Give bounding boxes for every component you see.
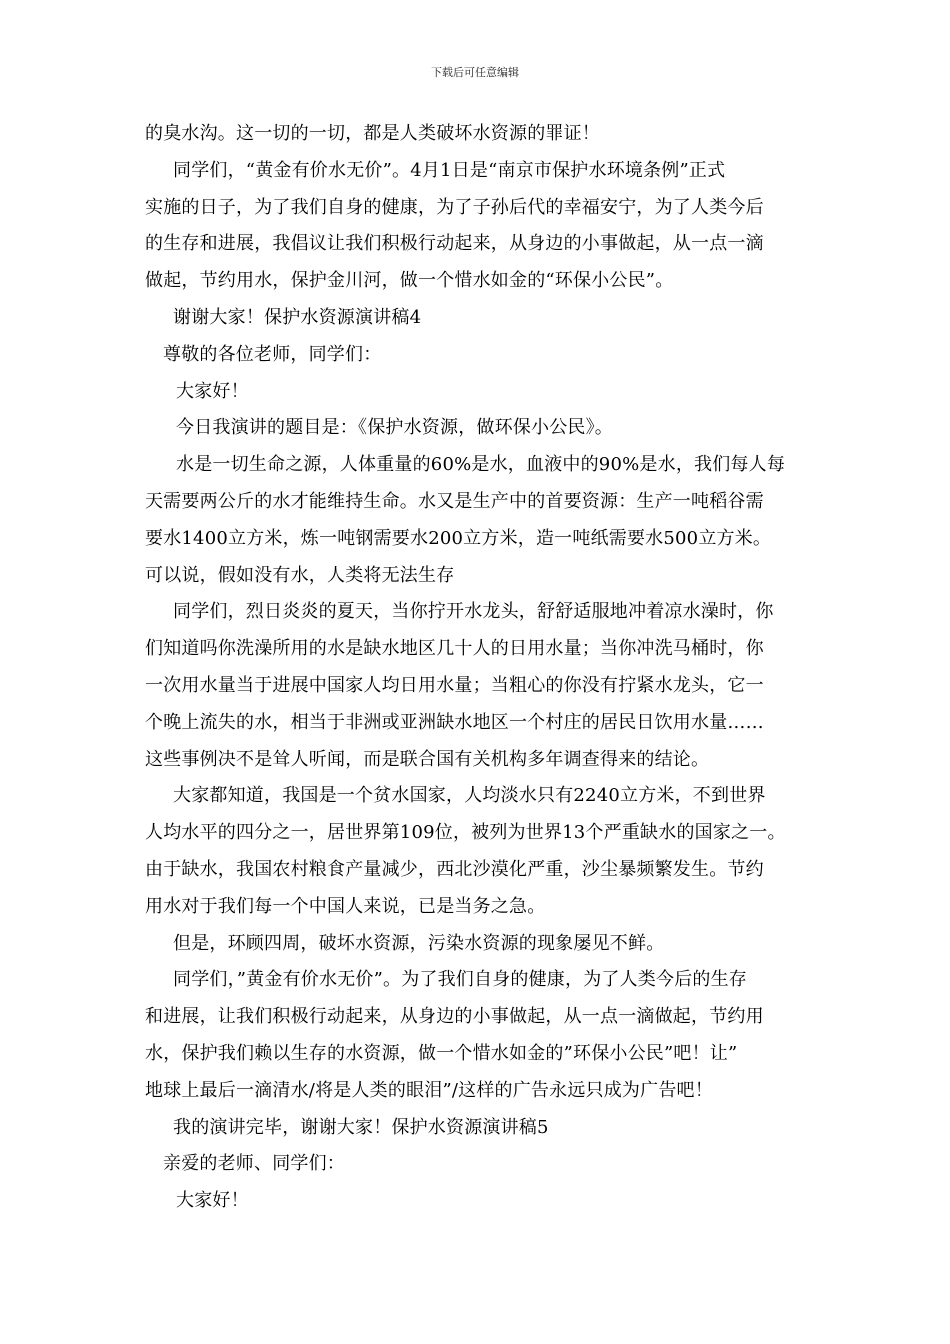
text-line: 们知道吗你洗澡所用的水是缺水地区几十人的日用水量；当你冲洗马桶时，你 bbox=[145, 638, 764, 660]
text-line: 的臭水沟。这一切的一切，都是人类破坏水资源的罪证！ bbox=[145, 123, 600, 144]
text-line: 人均水平的四分之一，居世界第109位，被列为世界13个严重缺水的国家之一。 bbox=[145, 822, 786, 844]
section-heading: 我的演讲完毕，谢谢大家！保护水资源演讲稿5 bbox=[173, 1116, 549, 1138]
text-line: 天需要两公斤的水才能维持生命。水又是生产中的首要资源：生产一吨稻谷需 bbox=[145, 490, 764, 512]
text-line: 和进展，让我们积极行动起来，从身边的小事做起，从一点一滴做起，节约用 bbox=[145, 1006, 764, 1028]
greeting: 大家好！ bbox=[176, 380, 249, 402]
text-line: 大家都知道，我国是一个贫水国家，人均淡水只有2240立方米，不到世界 bbox=[173, 785, 766, 807]
text-line: 用水对于我们每一个中国人来说，已是当务之急。 bbox=[145, 895, 546, 917]
text-line: 但是，环顾四周，破坏水资源，污染水资源的现象屡见不鲜。 bbox=[173, 932, 665, 954]
text-line: 同学们，“黄金有价水无价”。4月1日是“南京市保护水环境条例”正式 bbox=[173, 159, 726, 181]
text-line: 水是一切生命之源，人体重量的60%是水，血液中的90%是水，我们每人每 bbox=[176, 454, 786, 476]
text-line: 同学们，”黄金有价水无价”。为了我们自身的健康，为了人类今后的生存 bbox=[173, 969, 748, 991]
salutation: 亲爱的老师、同学们： bbox=[163, 1153, 345, 1175]
text-line: 今日我演讲的题目是：《保护水资源，做环保小公民》。 bbox=[176, 417, 613, 439]
text-line: 一次用水量当于进展中国家人均日用水量；当粗心的你没有拧紧水龙头，它一 bbox=[145, 674, 764, 696]
text-line: 个晚上流失的水，相当于非洲或亚洲缺水地区一个村庄的居民日饮用水量…… bbox=[145, 711, 764, 733]
salutation: 尊敬的各位老师，同学们： bbox=[163, 343, 382, 365]
page-header: 下载后可任意编辑 bbox=[431, 66, 519, 79]
text-line: 水，保护我们赖以生存的水资源，做一个惜水如金的”环保小公民”吧！让” bbox=[145, 1042, 738, 1064]
document-body bbox=[145, 116, 817, 1220]
text-line: 的生存和进展，我倡议让我们积极行动起来，从身边的小事做起，从一点一滴 bbox=[145, 233, 764, 255]
greeting: 大家好！ bbox=[176, 1190, 249, 1212]
text-line: 可以说，假如没有水，人类将无法生存 bbox=[145, 564, 455, 586]
text-line: 这些事例决不是耸人听闻，而是联合国有关机构多年调查得来的结论。 bbox=[145, 748, 710, 770]
section-heading: 谢谢大家！保护水资源演讲稿4 bbox=[173, 306, 422, 328]
text-line: 实施的日子，为了我们自身的健康，为了子孙后代的幸福安宁，为了人类今后 bbox=[145, 196, 764, 218]
text-line: 地球上最后一滴清水/将是人类的眼泪”/这样的广告永远只成为广告吧！ bbox=[145, 1079, 713, 1101]
text-line: 做起，节约用水，保护金川河，做一个惜水如金的“环保小公民”。 bbox=[145, 270, 674, 292]
text-line: 由于缺水，我国农村粮食产量减少，西北沙漠化严重，沙尘暴频繁发生。节约 bbox=[145, 858, 764, 880]
text-line: 要水1400立方米，炼一吨钢需要水200立方米，造一吨纸需要水500立方米。 bbox=[145, 527, 772, 549]
text-line: 同学们，烈日炎炎的夏天，当你拧开水龙头，舒舒适服地冲着凉水澡时，你 bbox=[173, 601, 774, 623]
